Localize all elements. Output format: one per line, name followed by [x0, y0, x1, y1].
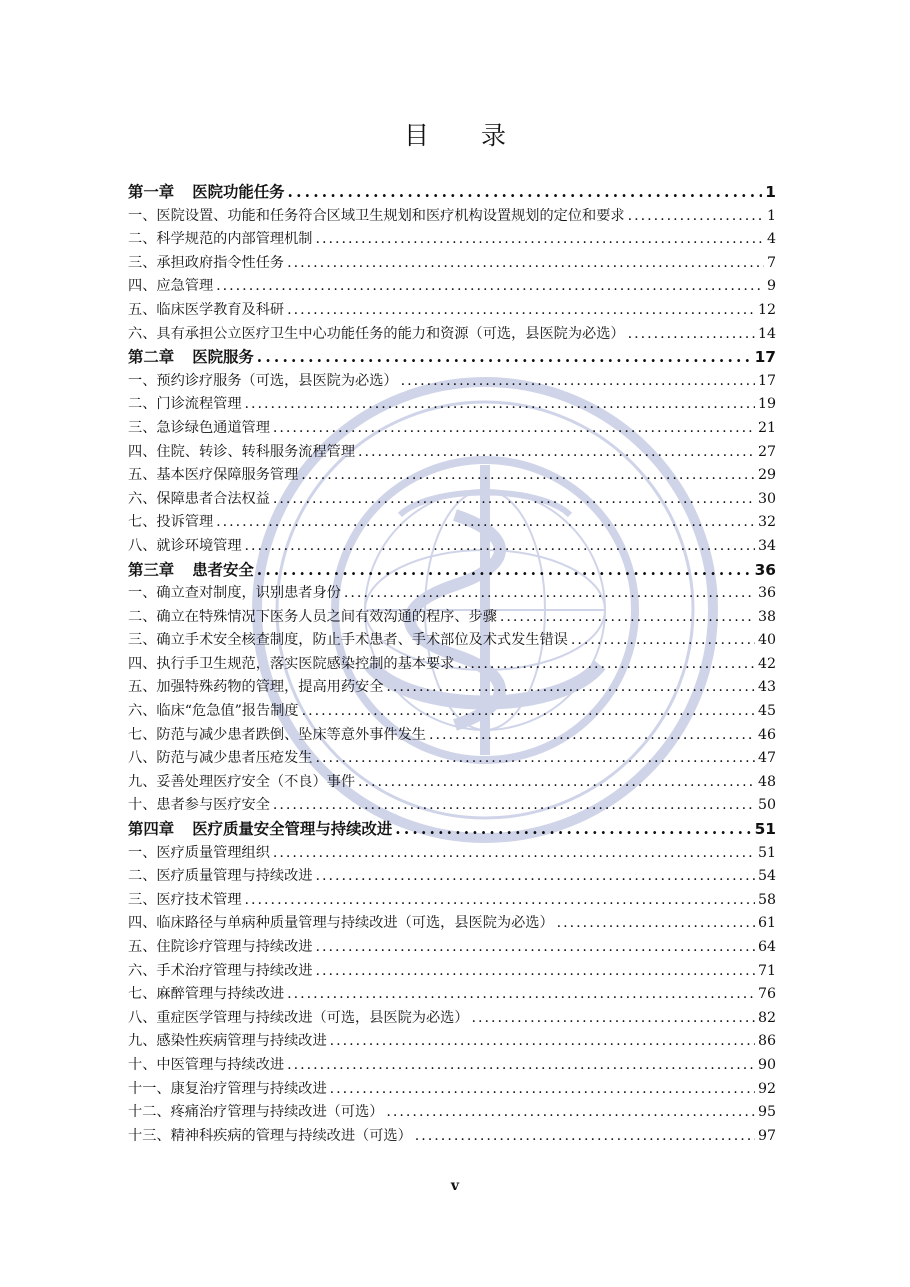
toc-entry-label	[128, 865, 312, 889]
toc-entry-label	[128, 393, 242, 417]
dot-leader	[245, 889, 755, 913]
table-of-contents	[128, 181, 776, 1148]
toc-section-entry[interactable]	[128, 936, 776, 960]
toc-entry-label	[128, 936, 312, 960]
toc-page-number: 71	[757, 962, 776, 979]
toc-entry-label	[128, 275, 213, 299]
toc-entry-label	[128, 205, 625, 229]
toc-section-entry[interactable]	[128, 252, 776, 276]
toc-entry-label	[128, 181, 285, 205]
toc-page-number: 36	[757, 585, 776, 602]
toc-page-number: 50	[757, 797, 776, 814]
toc-section-entry[interactable]	[128, 865, 776, 889]
toc-entry-label	[128, 488, 270, 512]
toc-entry-label	[128, 1078, 327, 1102]
page-number: v	[450, 1178, 460, 1194]
dot-leader	[315, 747, 754, 771]
toc-page-number: 51	[754, 820, 776, 839]
toc-section-entry[interactable]	[128, 960, 776, 984]
toc-page-number: 29	[757, 467, 776, 484]
dot-leader	[358, 441, 755, 465]
dot-leader	[287, 252, 764, 276]
dot-leader	[571, 629, 755, 653]
toc-entry-title: 九、感染性疾病管理与持续改进	[128, 1033, 327, 1050]
dot-leader	[557, 912, 755, 936]
toc-entry-title: 五、基本医疗保障服务管理	[128, 467, 299, 484]
toc-section-entry[interactable]	[128, 275, 776, 299]
toc-entry-label	[128, 511, 213, 535]
toc-page-number: 30	[757, 490, 776, 507]
toc-section-entry[interactable]	[128, 653, 776, 677]
toc-section-entry[interactable]	[128, 1030, 776, 1054]
toc-section-entry[interactable]	[128, 582, 776, 606]
toc-entry-label	[128, 606, 497, 630]
toc-entry-title: 二、确立在特殊情况下医务人员之间有效沟通的程序、步骤	[128, 608, 497, 625]
toc-page-number: 86	[757, 1033, 776, 1050]
toc-entry-label	[128, 912, 554, 936]
toc-entry-title: 八、重症医学管理与持续改进（可选，县医院为必选）	[128, 1009, 469, 1026]
dot-leader	[245, 535, 755, 559]
toc-entry-label	[128, 1101, 383, 1125]
toc-entry-title: 十二、疼痛治疗管理与持续改进（可选）	[128, 1104, 384, 1121]
toc-entry-title: 医院功能任务	[192, 183, 285, 201]
toc-entry-title: 八、就诊环境管理	[128, 537, 242, 554]
toc-chapter-entry[interactable]	[128, 181, 776, 205]
toc-entry-title: 二、科学规范的内部管理机制	[128, 231, 313, 248]
toc-page-number: 32	[757, 514, 776, 531]
toc-section-entry[interactable]	[128, 771, 776, 795]
toc-page-number: 1	[765, 183, 776, 201]
toc-entry-title: 二、医疗质量管理与持续改进	[128, 868, 313, 885]
toc-section-entry[interactable]	[128, 228, 776, 252]
toc-entry-label	[128, 960, 312, 984]
toc-chapter-entry[interactable]	[128, 818, 776, 842]
toc-page-number: 14	[757, 325, 776, 342]
toc-entry-title: 六、具有承担公立医疗卫生中心功能任务的能力和资源（可选，县医院为必选）	[128, 325, 625, 342]
toc-entry-title: 四、执行手卫生规范，落实医院感染控制的基本要求	[128, 655, 455, 672]
toc-page-number: 42	[757, 655, 776, 672]
toc-entry-title: 五、住院诊疗管理与持续改进	[128, 939, 313, 955]
toc-section-entry[interactable]	[128, 205, 776, 229]
toc-entry-label	[128, 889, 242, 913]
toc-entry-title: 医院服务	[192, 348, 254, 367]
toc-entry-label	[128, 1125, 412, 1149]
toc-section-entry[interactable]	[128, 370, 776, 394]
toc-section-entry[interactable]	[128, 676, 776, 700]
toc-entry-title: 五、加强特殊药物的管理，提高用药安全	[128, 679, 384, 696]
toc-page-number: 95	[757, 1104, 776, 1121]
toc-entry-title: 十三、精神科疾病的管理与持续改进（可选）	[128, 1127, 412, 1144]
toc-entry-title: 十、中医管理与持续改进	[128, 1056, 285, 1073]
toc-entry-title: 六、保障患者合法权益	[128, 490, 270, 507]
dot-leader	[386, 1101, 755, 1125]
toc-entry-label	[128, 417, 270, 441]
toc-section-entry[interactable]	[128, 323, 776, 347]
toc-section-entry[interactable]	[128, 417, 776, 441]
dot-leader	[401, 370, 755, 394]
toc-entry-label	[128, 653, 454, 677]
toc-page-number: 27	[757, 443, 776, 460]
toc-page-number: 40	[757, 632, 776, 649]
toc-entry-title: 一、确立查对制度，识别患者身份	[128, 585, 341, 602]
toc-entry-label	[128, 370, 398, 394]
toc-entry-label	[128, 794, 270, 818]
toc-entry-title: 八、防范与减少患者压疮发生	[128, 750, 313, 767]
toc-section-entry[interactable]	[128, 535, 776, 559]
toc-page-number: 19	[757, 396, 776, 413]
toc-section-entry[interactable]	[128, 794, 776, 818]
toc-section-entry[interactable]	[128, 464, 776, 488]
toc-entry-label	[128, 464, 298, 488]
dot-leader	[302, 700, 755, 724]
toc-entry-label	[128, 299, 284, 323]
toc-page-number: 4	[766, 231, 776, 248]
dot-leader	[315, 865, 754, 889]
dot-leader	[330, 1030, 755, 1054]
dot-leader	[287, 299, 755, 323]
dot-leader	[216, 275, 764, 299]
toc-entry-label	[128, 1007, 469, 1031]
dot-leader	[216, 511, 755, 535]
toc-page-number: 64	[757, 939, 776, 955]
toc-entry-label	[128, 747, 312, 771]
toc-entry-label	[128, 252, 284, 276]
toc-entry-label	[128, 676, 383, 700]
toc-page-number: 46	[757, 726, 776, 743]
toc-page-number: 12	[757, 301, 776, 318]
toc-entry-label	[128, 983, 284, 1007]
toc-entry-label	[128, 323, 625, 347]
toc-section-entry[interactable]	[128, 299, 776, 323]
dot-leader	[288, 181, 763, 205]
toc-section-entry[interactable]	[128, 700, 776, 724]
toc-entry-label	[128, 346, 254, 370]
toc-entry-title: 一、预约诊疗服务（可选，县医院为必选）	[128, 372, 398, 389]
toc-entry-title: 十、患者参与医疗安全	[128, 797, 270, 814]
toc-entry-label	[128, 228, 312, 252]
toc-chapter-entry[interactable]	[128, 346, 776, 370]
toc-entry-title: 患者安全	[192, 560, 254, 579]
toc-entry-title: 四、住院、转诊、转科服务流程管理	[128, 443, 356, 460]
toc-entry-title: 十一、康复治疗管理与持续改进	[128, 1080, 327, 1097]
toc-section-entry[interactable]	[128, 889, 776, 913]
dot-leader	[358, 771, 755, 795]
toc-page-number: 82	[757, 1009, 776, 1026]
toc-entry-title: 一、医疗质量管理组织	[128, 844, 270, 861]
toc-entry-label	[128, 700, 299, 724]
toc-page-number: 7	[766, 254, 776, 271]
toc-section-entry[interactable]	[128, 1007, 776, 1031]
toc-page-number: 61	[757, 915, 776, 932]
toc-entry-label	[128, 842, 270, 866]
dot-leader	[395, 818, 751, 842]
dot-leader	[315, 228, 764, 252]
toc-entry-title: 医疗质量安全管理与持续改进	[192, 820, 393, 839]
toc-entry-title: 三、急诊绿色通道管理	[128, 419, 270, 436]
toc-page-number: 54	[757, 868, 776, 885]
dot-leader	[287, 1054, 755, 1078]
toc-entry-label	[128, 771, 355, 795]
toc-page-number: 90	[757, 1056, 776, 1073]
chapter-number: 第三章	[128, 560, 175, 579]
toc-page-number: 17	[757, 372, 776, 389]
toc-entry-title: 四、应急管理	[128, 278, 214, 295]
toc-section-entry[interactable]	[128, 747, 776, 771]
toc-section-entry[interactable]	[128, 511, 776, 535]
dot-leader	[628, 205, 764, 229]
toc-page-number: 47	[757, 750, 776, 767]
dot-leader	[500, 606, 755, 630]
toc-page-number: 48	[757, 773, 776, 790]
toc-entry-label	[128, 441, 355, 465]
toc-entry-label	[128, 582, 341, 606]
dot-leader	[344, 582, 755, 606]
dot-leader	[273, 488, 755, 512]
dot-leader	[386, 676, 755, 700]
dot-leader	[257, 559, 752, 583]
toc-entry-label	[128, 535, 242, 559]
toc-page-number: 17	[754, 348, 776, 367]
toc-entry-label	[128, 1030, 327, 1054]
toc-page-number: 9	[766, 278, 776, 295]
toc-entry-title: 四、临床路径与单病种质量管理与持续改进（可选，县医院为必选）	[128, 915, 554, 932]
chapter-number: 第一章	[128, 183, 175, 201]
dot-leader	[301, 464, 755, 488]
toc-page-number: 38	[757, 608, 776, 625]
toc-section-entry[interactable]	[128, 983, 776, 1007]
toc-page-number: 45	[757, 703, 776, 720]
toc-entry-title: 七、投诉管理	[128, 514, 214, 531]
dot-leader	[472, 1007, 755, 1031]
dot-leader	[415, 1125, 755, 1149]
toc-entry-title: 七、麻醉管理与持续改进	[128, 986, 285, 1003]
toc-section-entry[interactable]	[128, 842, 776, 866]
toc-entry-title: 二、门诊流程管理	[128, 396, 242, 413]
dot-leader	[330, 1078, 755, 1102]
toc-section-entry[interactable]	[128, 1125, 776, 1149]
toc-section-entry[interactable]	[128, 629, 776, 653]
toc-section-entry[interactable]	[128, 393, 776, 417]
dot-leader	[429, 724, 755, 748]
toc-page-number: 97	[757, 1127, 776, 1144]
toc-section-entry[interactable]	[128, 441, 776, 465]
toc-entry-label	[128, 1054, 284, 1078]
toc-page-number: 21	[757, 419, 776, 436]
toc-section-entry[interactable]	[128, 724, 776, 748]
toc-page-number: 36	[754, 560, 776, 579]
dot-leader	[315, 960, 754, 984]
dot-leader	[245, 393, 755, 417]
toc-page-number: 92	[757, 1080, 776, 1097]
toc-page-number: 76	[757, 986, 776, 1003]
dot-leader	[315, 936, 754, 960]
dot-leader	[457, 653, 755, 677]
toc-section-entry[interactable]	[128, 1101, 776, 1125]
toc-page-number: 1	[766, 207, 776, 224]
toc-entry-title: 三、承担政府指令性任务	[128, 254, 285, 271]
toc-section-entry[interactable]	[128, 1054, 776, 1078]
toc-entry-title: 三、医疗技术管理	[128, 891, 242, 908]
toc-entry-label	[128, 724, 426, 748]
toc-entry-label	[128, 818, 392, 842]
chapter-number: 第二章	[128, 348, 175, 367]
toc-page-number: 51	[757, 844, 776, 861]
toc-entry-title: 六、临床“危急值”报告制度	[128, 703, 299, 720]
dot-leader	[273, 842, 755, 866]
toc-page-number: 43	[757, 679, 776, 696]
toc-entry-title: 三、确立手术安全核查制度，防止手术患者、手术部位及术式发生错误	[128, 632, 568, 649]
dot-leader	[273, 794, 755, 818]
toc-page-number: 58	[757, 891, 776, 908]
dot-leader	[287, 983, 755, 1007]
toc-entry-label	[128, 559, 254, 583]
dot-leader	[628, 323, 755, 347]
toc-entry-title: 一、医院设置、功能和任务符合区域卫生规划和医疗机构设置规划的定位和要求	[128, 207, 625, 224]
toc-section-entry[interactable]	[128, 488, 776, 512]
toc-title: 目 录	[404, 121, 528, 150]
chapter-number: 第四章	[128, 820, 175, 839]
toc-entry-label	[128, 629, 568, 653]
toc-entry-title: 九、妥善处理医疗安全（不良）事件	[128, 773, 356, 790]
toc-section-entry[interactable]	[128, 1078, 776, 1102]
toc-entry-title: 六、手术治疗管理与持续改进	[128, 962, 313, 979]
toc-entry-title: 七、防范与减少患者跌倒、坠床等意外事件发生	[128, 726, 426, 743]
toc-section-entry[interactable]	[128, 606, 776, 630]
dot-leader	[257, 346, 752, 370]
dot-leader	[273, 417, 755, 441]
toc-entry-title: 五、临床医学教育及科研	[128, 301, 285, 318]
toc-chapter-entry[interactable]	[128, 559, 776, 583]
toc-section-entry[interactable]	[128, 912, 776, 936]
toc-page-number: 34	[757, 537, 776, 554]
